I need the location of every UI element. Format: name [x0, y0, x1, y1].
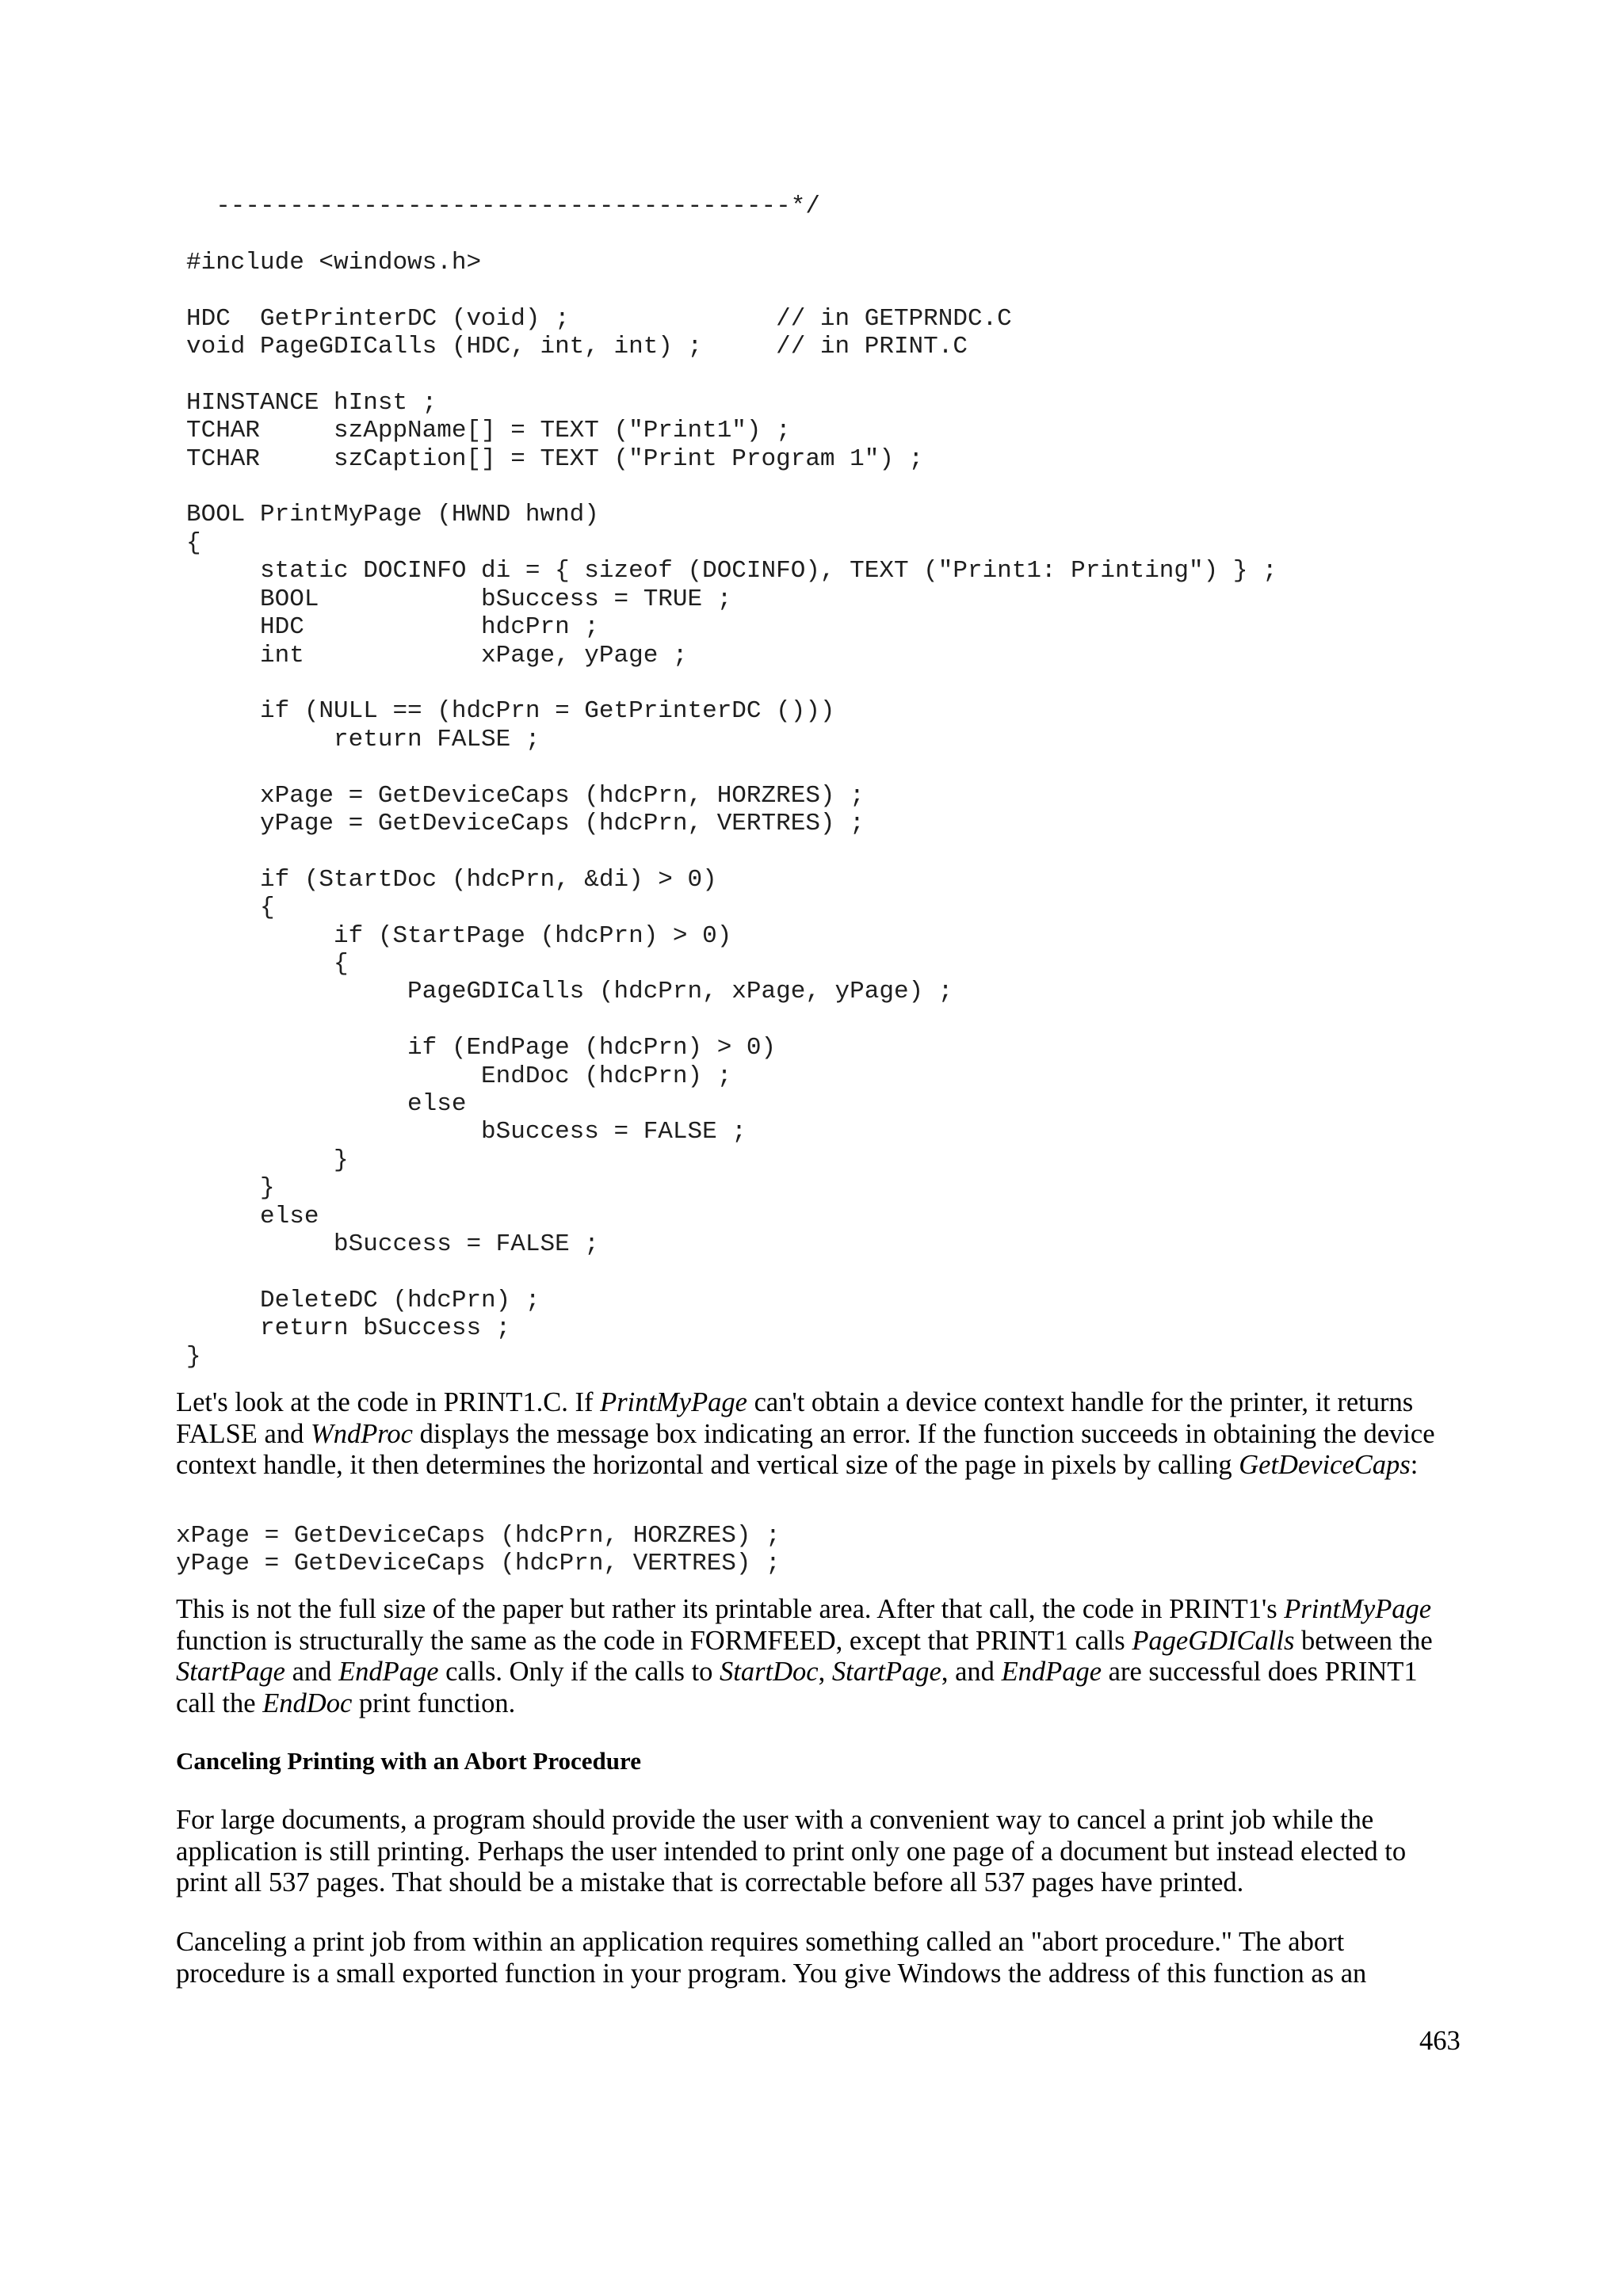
code-line: else	[186, 1090, 467, 1118]
code-line: {	[186, 528, 201, 557]
code-line: EndDoc (hdcPrn) ;	[186, 1062, 732, 1090]
text-line	[176, 1594, 1433, 1626]
text-run: FALSE and	[176, 1418, 311, 1449]
code-line: bSuccess = FALSE ;	[186, 1230, 599, 1259]
code-line: return bSuccess ;	[186, 1314, 511, 1343]
function-name: GetDeviceCaps	[1239, 1450, 1411, 1481]
text-line	[176, 1450, 1435, 1482]
function-name: StartDoc	[720, 1657, 819, 1688]
code-line: {	[186, 949, 349, 978]
code-line	[186, 837, 1277, 865]
code-line	[186, 669, 1277, 697]
code-line: BOOL bSuccess = TRUE ;	[186, 585, 732, 613]
code-line	[186, 1006, 1277, 1034]
code-listing	[186, 193, 1277, 1371]
section-heading: Canceling Printing with an Abort Procedure	[176, 1747, 641, 1775]
code-line: return FALSE ;	[186, 725, 540, 753]
text-line	[176, 1626, 1433, 1657]
text-line: procedure is a small exported function in your program. You give Windows the address of this function as an	[176, 1958, 1367, 1989]
code-line: yPage = GetDeviceCaps (hdcPrn, VERTRES) ;	[176, 1550, 781, 1578]
function-name: PageGDICalls	[1132, 1625, 1295, 1656]
code-line: TCHAR szCaption[] = TEXT ("Print Program 1") ;	[186, 444, 924, 473]
text-run: and	[285, 1657, 339, 1688]
paragraph	[176, 1927, 1366, 1989]
code-line: HINSTANCE hInst ;	[186, 388, 437, 417]
code-line	[186, 220, 1277, 248]
text-line	[176, 1688, 1433, 1720]
code-line: static DOCINFO di = { sizeof (DOCINFO), TEXT ("Print1: Printing") } ;	[186, 557, 1277, 585]
code-snippet	[176, 1522, 781, 1578]
function-name: StartPage	[176, 1657, 285, 1688]
code-line: }	[186, 1146, 349, 1174]
text-line	[176, 1657, 1433, 1688]
text-run: between the	[1294, 1625, 1433, 1656]
text-run: , and	[941, 1657, 1002, 1688]
code-line: HDC GetPrinterDC (void) ; // in GETPRNDC.C	[186, 304, 1012, 333]
code-line: int xPage, yPage ;	[186, 641, 688, 669]
code-line: void PageGDICalls (HDC, int, int) ; // in PRINT.C	[186, 333, 968, 361]
code-line: }	[186, 1342, 201, 1371]
text-run: function is structurally the same as the code in FORMFEED, except that PRINT1 calls	[176, 1625, 1132, 1656]
code-line: DeleteDC (hdcPrn) ;	[186, 1286, 540, 1314]
function-name: StartPage	[831, 1657, 941, 1688]
code-line: ---------------------------------------*/	[186, 193, 820, 220]
text-run: call the	[176, 1688, 263, 1718]
code-line: PageGDICalls (hdcPrn, xPage, yPage) ;	[186, 978, 953, 1006]
code-line: xPage = GetDeviceCaps (hdcPrn, HORZRES) ;	[176, 1522, 781, 1550]
function-name: PrintMyPage	[600, 1387, 747, 1417]
code-line	[186, 1258, 1277, 1286]
text-run: can't obtain a device context handle for the printer, it returns	[747, 1387, 1414, 1417]
code-line: if (StartDoc (hdcPrn, &di) > 0)	[186, 865, 717, 894]
text-line	[176, 1419, 1435, 1451]
code-line	[186, 473, 1277, 501]
text-run: print function.	[352, 1688, 516, 1718]
code-line: if (StartPage (hdcPrn) > 0)	[186, 921, 732, 950]
text-run: This is not the full size of the paper but rather its printable area. After that call, the code in PRINT1's	[176, 1594, 1285, 1624]
text-line: print all 537 pages. That should be a mistake that is correctable before all 537 pages have printed.	[176, 1867, 1244, 1898]
code-line: if (NULL == (hdcPrn = GetPrinterDC ()))	[186, 697, 835, 726]
text-run: Let's look at the code in PRINT1.C. If	[176, 1387, 601, 1417]
code-line	[186, 277, 1277, 304]
code-line: BOOL PrintMyPage (HWND hwnd)	[186, 501, 599, 529]
text-run: displays the message box indicating an error. If the function succeeds in obtaining the device	[412, 1418, 1435, 1449]
code-line: xPage = GetDeviceCaps (hdcPrn, HORZRES) ;	[186, 781, 865, 810]
function-name: EndPage	[338, 1657, 439, 1688]
paragraph	[176, 1387, 1435, 1482]
text-run: ,	[818, 1657, 832, 1688]
code-line: yPage = GetDeviceCaps (hdcPrn, VERTRES) ;	[186, 809, 865, 837]
text-line	[176, 1387, 1435, 1419]
function-name: EndPage	[1001, 1657, 1102, 1688]
paragraph	[176, 1594, 1433, 1719]
text-run: are successful does PRINT1	[1102, 1657, 1418, 1688]
function-name: PrintMyPage	[1284, 1594, 1432, 1624]
code-line: TCHAR szAppName[] = TEXT ("Print1") ;	[186, 417, 791, 445]
function-name: EndDoc	[262, 1688, 353, 1718]
text-line: For large documents, a program should provide the user with a convenient way to cancel a print job while the	[176, 1805, 1374, 1835]
text-line: application is still printing. Perhaps the user intended to print only one page of a document but instead elected to	[176, 1836, 1407, 1867]
code-line: }	[186, 1174, 275, 1203]
text-line: Canceling a print job from within an application requires something called an "abort procedure." The abort	[176, 1927, 1345, 1957]
code-line	[186, 360, 1277, 388]
code-line: {	[186, 894, 275, 922]
text-run: context handle, it then determines the horizontal and vertical size of the page in pixels by calling	[176, 1450, 1239, 1481]
code-line: else	[186, 1202, 319, 1230]
page-number: 463	[1419, 2026, 1461, 2056]
paragraph	[176, 1805, 1406, 1899]
text-run: :	[1410, 1450, 1419, 1481]
code-line: #include <windows.h>	[186, 248, 482, 277]
code-line: if (EndPage (hdcPrn) > 0)	[186, 1034, 777, 1062]
code-line: bSuccess = FALSE ;	[186, 1118, 747, 1146]
code-line	[186, 753, 1277, 781]
text-run: calls. Only if the calls to	[438, 1657, 720, 1688]
code-line: HDC hdcPrn ;	[186, 613, 599, 642]
function-name: WndProc	[310, 1418, 413, 1449]
